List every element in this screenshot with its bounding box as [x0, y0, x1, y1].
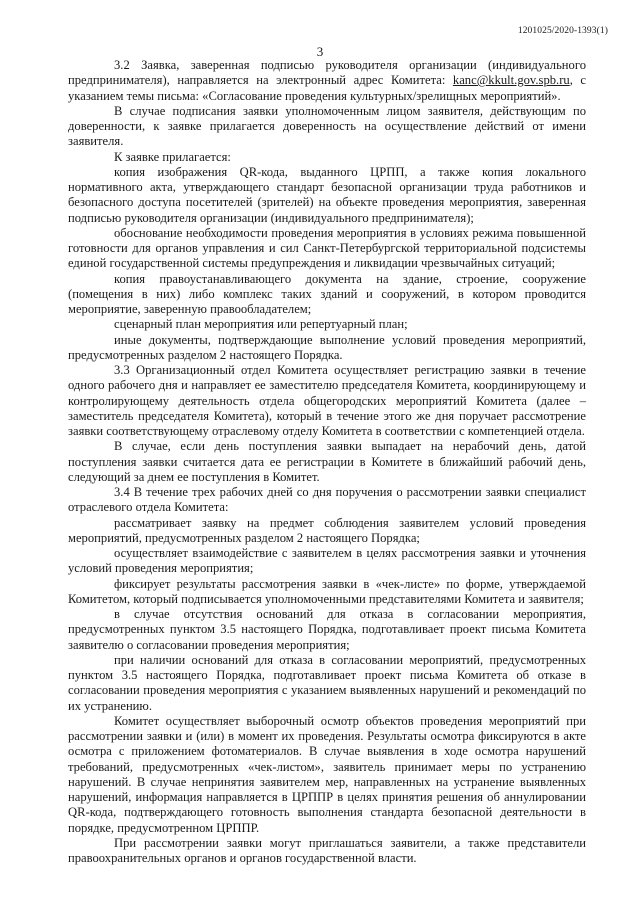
paragraph-text: 3.2 Заявка, заверенная подписью руководителя организации (индивидуального предпринимателя), направляется на электронный адрес Комитета:	[68, 58, 586, 88]
paragraph: В случае, если день поступления заявки выпадает на нерабочий день, датой поступления заявки считается дата ее регистрации в Комитете в ближайший рабочий день, следующий за днем ее поступления в Комитет.	[68, 439, 586, 484]
list-item: обоснование необходимости проведения мероприятия в условиях режима повышенной готовности для органов управления и сил Санкт-Петербургской территориальной подсистемы единой государственной системы предупреждения и ликвидации чрезвычайных ситуаций;	[68, 225, 586, 271]
document-body	[68, 58, 586, 866]
paragraph: К заявке прилагается:	[114, 149, 231, 164]
list-item: иные документы, подтверждающие выполнение условий проведения мероприятий, предусмотренных разделом 2 настоящего Порядка.	[68, 332, 586, 362]
email-link[interactable]: kanc@kkult.gov.spb.ru	[452, 73, 570, 88]
paragraph-3-3: 3.3 Организационный отдел Комитета осуществляет регистрацию заявки в течение одного рабочего дня и направляет ее заместителю председателя Комитета, координирующему и контролирующему деятельность отдела общегородских мероприятий Комитета (далее – заместитель председателя Комитета), который в течение этого же дня поручает рассмотрение заявки соответствующему отраслевому отделу Комитета в соответствии с компетенцией отдела.	[68, 363, 586, 438]
paragraph-3-4: 3.4 В течение трех рабочих дней со дня поручения о рассмотрении заявки специалист отраслевого отдела Комитета:	[68, 485, 586, 515]
document-number: 1201025/2020-1393(1)	[517, 26, 608, 36]
list-item: осуществляет взаимодействие с заявителем в целях рассмотрения заявки и уточнения условий проведения мероприятия;	[68, 546, 586, 576]
paragraph: В случае подписания заявки уполномоченным лицом заявителя, действующим по доверенности, к заявке прилагается доверенность на осуществление действий от имени заявителя.	[68, 103, 586, 149]
list-item: в случае отсутствия оснований для отказа в согласовании мероприятия, предусмотренных пунктом 3.5 настоящего Порядка, подготавливает проект письма Комитета заявителю о согласовании проведения мероприятия;	[68, 607, 586, 652]
list-item: копия правоустанавливающего документа на здание, строение, сооружение (помещения в них) либо комплекс таких зданий и сооружений, в котором проводится мероприятие, заверенную правообладателем;	[68, 271, 586, 316]
paragraph-3-2	[68, 58, 586, 104]
list-item: фиксирует результаты рассмотрения заявки в «чек-листе» по форме, утверждаемой Комитетом, который подписывается уполномоченными представителями Комитета и заявителя;	[68, 576, 586, 606]
paragraph-text: , с указанием темы письма: «Согласование проведения культурных/зрелищных мероприятий».	[68, 73, 586, 103]
list-item: копия изображения QR-кода, выданного ЦРПП, а также копия локального нормативного акта, утверждающего стандарт безопасной организации труда работников и безопасного доступа посетителей (зрителей) на объекте проведения мероприятия, заверенная подписью руководителя организации (индивидуального предпринимателя);	[68, 164, 586, 225]
paragraph: Комитет осуществляет выборочный осмотр объектов проведения мероприятий при рассмотрении заявки и (или) в момент их проведения. Результаты осмотра фиксируются в акте осмотра с приложением фотоматериалов. В случае выявления в ходе осмотра нарушений требований, предусмотренных «чек-листом», заявитель принимает меры по устранению нарушений. В случае непринятия заявителем мер, направленных на устранение выявленных нарушений, информация направляется в ЦРППР в целях принятия решения об аннулировании QR-кода, подтверждающего готовность выполнения стандарта безопасной деятельности в порядке, предусмотренном ЦРППР.	[68, 713, 586, 835]
list-item: сценарный план мероприятия или репертуарный план;	[114, 317, 408, 332]
page-number: 3	[316, 44, 324, 59]
list-item: при наличии оснований для отказа в согласовании мероприятий, предусмотренных пунктом 3.5 настоящего Порядка, подготавливает проект письма Комитета об отказе в согласовании проведения мероприятия с указанием выявленных нарушений и рекомендаций по их устранению.	[68, 652, 586, 713]
paragraph: При рассмотрении заявки могут приглашаться заявители, а также представители правоохранительных органов и органов государственной власти.	[68, 835, 586, 865]
list-item: рассматривает заявку на предмет соблюдения заявителем условий проведения мероприятий, предусмотренных разделом 2 настоящего Порядка;	[68, 515, 586, 545]
